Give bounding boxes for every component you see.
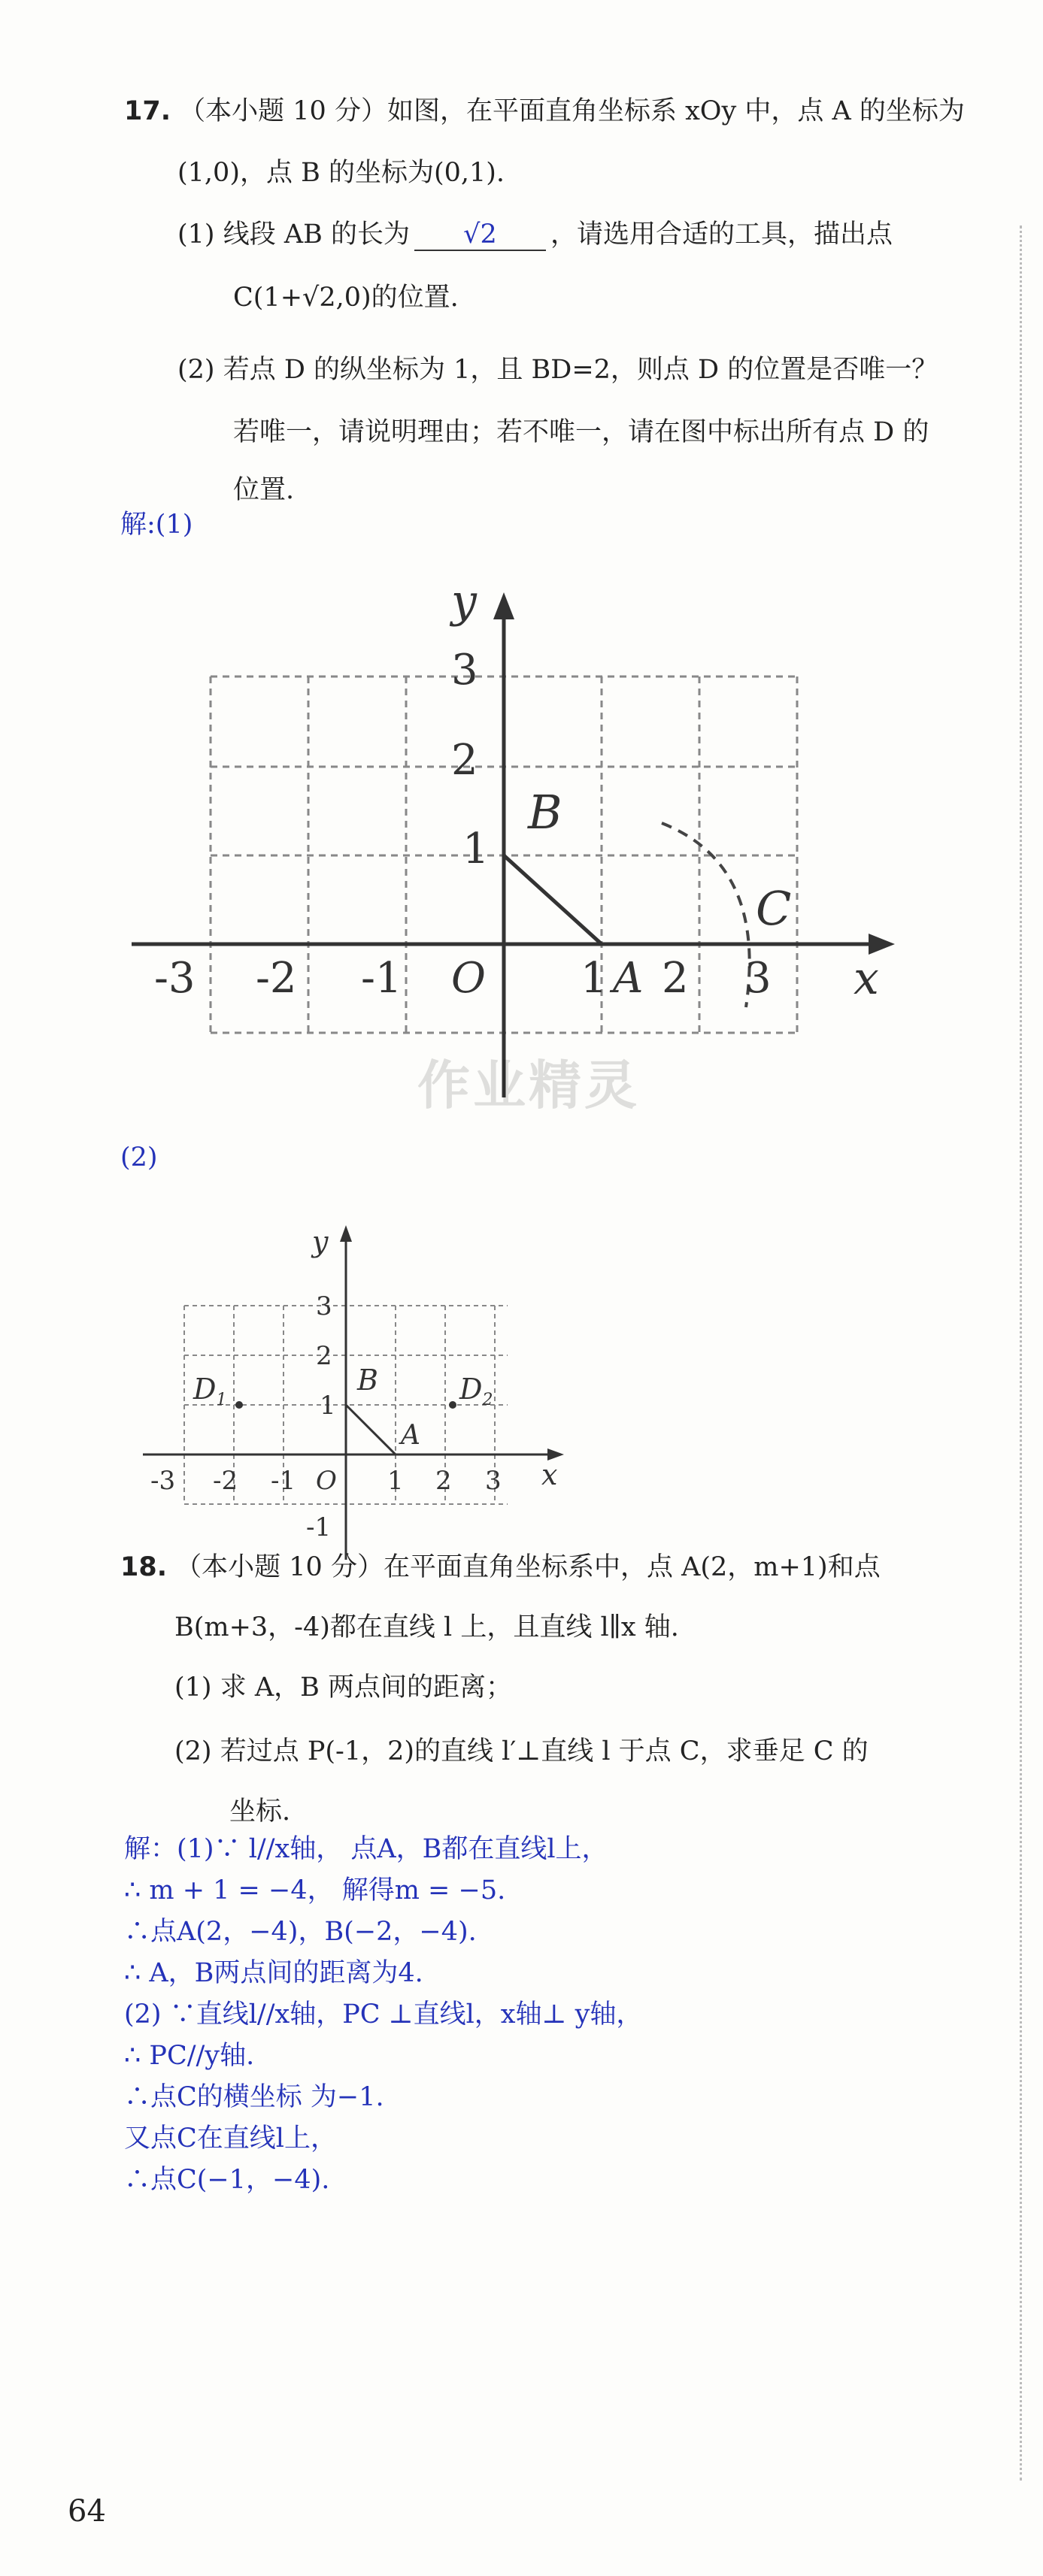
solution-18-line-9: ∴点C(−1，−4). bbox=[124, 2165, 330, 2195]
graph-2-x-label: x bbox=[541, 1458, 558, 1491]
problem-17-stem: （本小题 10 分）如图，在平面直角坐标系 xOy 中，点 A 的坐标为 bbox=[179, 96, 965, 126]
problem-18-stem: （本小题 10 分）在平面直角坐标系中，点 A(2，m+1)和点 bbox=[175, 1552, 881, 1582]
problem-18-part-2-line-2: 坐标. bbox=[229, 1797, 291, 1827]
solution-18-line-2: ∴ m + 1 = −4， 解得m = −5. bbox=[124, 1875, 506, 1906]
solution-18-line-6: ∴ PC//y轴. bbox=[124, 2041, 255, 2071]
segment-ab bbox=[504, 855, 602, 944]
problem-18-number: 18. bbox=[120, 1552, 168, 1582]
coordinate-graph-1 bbox=[120, 556, 932, 1128]
graph-2-x-tick-neg3: -3 bbox=[150, 1466, 176, 1496]
answer-blank: √2 bbox=[414, 219, 546, 251]
graph-2-x-tick-1: 1 bbox=[387, 1466, 404, 1496]
graph-2-origin-label: O bbox=[316, 1466, 337, 1496]
solution-18-line-8: 又点C在直线l上， bbox=[124, 2123, 337, 2154]
part-1-suffix: ，请选用合适的工具，描出点 bbox=[550, 219, 893, 250]
problem-17-part-1 bbox=[177, 219, 893, 251]
solution-18-line-1: 解：(1)∵ l//x轴， 点A，B都在直线l上， bbox=[124, 1834, 608, 1864]
graph-1-x-label: x bbox=[854, 952, 879, 1005]
problem-17-part-2-line-2: 若唯一，请说明理由；若不唯一，请在图中标出所有点 D 的 bbox=[233, 417, 929, 447]
graph-1-origin-label: O bbox=[451, 954, 486, 1003]
watermark-text: 作业精灵 bbox=[417, 1055, 640, 1116]
solution-17-label-1: 解:(1) bbox=[120, 510, 193, 540]
graph-2-point-d2-label: $D_2$ bbox=[459, 1373, 493, 1409]
graph-1-x-tick-neg2: -2 bbox=[256, 954, 297, 1003]
solution-17-label-2: (2) bbox=[120, 1143, 158, 1173]
graph-2-y-arrow-icon bbox=[340, 1225, 352, 1242]
graph-1-x-tick-2: 2 bbox=[662, 954, 689, 1003]
graph-1-y-tick-1: 1 bbox=[462, 825, 490, 873]
problem-18-line-2: B(m+3，-4)都在直线 l 上，且直线 l∥x 轴. bbox=[174, 1612, 679, 1642]
problem-17-part-1-line-2: C(1+√2,0)的位置. bbox=[233, 283, 459, 313]
problem-18-part-2-line-1: (2) 若过点 P(-1，2)的直线 l′⊥直线 l 于点 C，求垂足 C 的 bbox=[174, 1736, 869, 1766]
graph-2-x-tick-3: 3 bbox=[485, 1466, 502, 1496]
solution-18-line-4: ∴ A，B两点间的距离为4. bbox=[124, 1958, 423, 1988]
graph-2-y-tick-neg1: -1 bbox=[306, 1512, 332, 1542]
graph-1-x-tick-neg3: -3 bbox=[154, 954, 196, 1003]
graph-1-y-tick-3: 3 bbox=[451, 646, 478, 695]
graph-2-y-tick-3: 3 bbox=[316, 1291, 332, 1321]
point-d1 bbox=[235, 1401, 243, 1409]
problem-17-part-2-line-1: (2) 若点 D 的纵坐标为 1，且 BD=2，则点 D 的位置是否唯一？ bbox=[177, 355, 938, 385]
problem-18-line-1 bbox=[120, 1552, 881, 1582]
graph-1-y-label: y bbox=[451, 575, 477, 628]
graph-1-x-arrow-icon bbox=[869, 934, 895, 955]
graph-1-y-tick-2: 2 bbox=[451, 736, 478, 785]
solution-18-line-3: ∴点A(2，−4)，B(−2，−4). bbox=[124, 1917, 477, 1947]
solution-18-line-7: ∴点C的横坐标 为−1. bbox=[124, 2082, 384, 2112]
coordinate-graph-2 bbox=[132, 1214, 583, 1567]
graph-2-x-tick-2: 2 bbox=[435, 1466, 452, 1496]
problem-17-number: 17. bbox=[124, 96, 171, 126]
graph-2-point-b-label: B bbox=[357, 1364, 378, 1397]
page-edge-dotted-line bbox=[1020, 226, 1022, 2481]
page-number: 64 bbox=[68, 2494, 106, 2529]
graph-2-point-a-label: A bbox=[401, 1420, 420, 1451]
problem-18-part-1: (1) 求 A，B 两点间的距离； bbox=[174, 1672, 512, 1703]
problem-17-line-1 bbox=[124, 96, 965, 126]
graph-1-x-tick-neg1: -1 bbox=[361, 954, 402, 1003]
graph-1-x-tick-3: 3 bbox=[744, 954, 772, 1003]
point-d2 bbox=[449, 1401, 456, 1409]
graph-1-point-b-label: B bbox=[528, 785, 562, 840]
graph-2-y-tick-2: 2 bbox=[316, 1341, 332, 1371]
graph-2-x-tick-neg1: -1 bbox=[271, 1466, 296, 1496]
problem-17-part-2-line-3: 位置. bbox=[233, 475, 295, 505]
graph-1-point-c-label: C bbox=[756, 881, 792, 936]
part-1-prefix: (1) 线段 AB 的长为 bbox=[177, 219, 410, 250]
solution-18-line-5: (2) ∵直线l//x轴，PC ⊥直线l，x轴⊥ y轴， bbox=[124, 1999, 643, 2030]
graph-2-point-d1-label: $D_1$ bbox=[193, 1373, 227, 1409]
graph-2-y-label: y bbox=[312, 1225, 329, 1258]
graph-1-x-tick-1: 1 bbox=[581, 954, 608, 1003]
problem-17-line-2: (1,0)，点 B 的坐标为(0,1). bbox=[177, 158, 505, 188]
graph-1-y-arrow-icon bbox=[493, 592, 514, 619]
segment-ab-2 bbox=[346, 1405, 396, 1454]
graph-1-point-a-label: A bbox=[613, 954, 644, 1003]
graph-2-x-tick-neg2: -2 bbox=[213, 1466, 238, 1496]
graph-2-y-tick-1: 1 bbox=[320, 1391, 336, 1421]
